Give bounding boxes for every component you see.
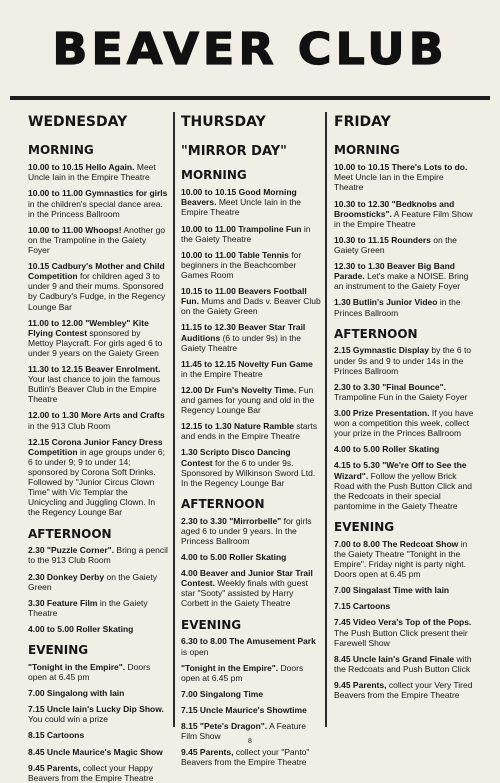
schedule-item bbox=[28, 763, 168, 783]
event-time: 2.30 bbox=[28, 571, 45, 582]
event-time: 10.30 to 12.30 bbox=[334, 198, 390, 209]
event-time: 9.45 bbox=[28, 762, 45, 773]
column-divider bbox=[173, 112, 175, 727]
schedule-item bbox=[181, 385, 321, 415]
event-description: Mums and Dads v. Beaver Club on the Gaiety Green bbox=[181, 296, 321, 317]
schedule-item bbox=[334, 539, 474, 579]
event-time: 2.15 bbox=[334, 345, 351, 356]
event-title: There's Lots to do. bbox=[391, 162, 468, 173]
schedule-item bbox=[181, 187, 321, 217]
schedule-item bbox=[334, 617, 474, 647]
schedule-item bbox=[28, 747, 168, 757]
schedule-item bbox=[28, 225, 168, 255]
event-title: Beavers Football Fun. bbox=[181, 286, 307, 307]
event-description: You could win a prize bbox=[28, 714, 109, 725]
schedule-item bbox=[181, 636, 321, 656]
event-title: Roller Skating bbox=[229, 552, 287, 563]
event-description: in the Empire Theatre bbox=[181, 368, 263, 379]
event-time: 4.00 to 5.00 bbox=[181, 552, 227, 563]
event-time: 10.00 to 10.15 bbox=[181, 187, 237, 198]
event-description: Fun and games for young and old in the Regency Lounge Bar bbox=[181, 384, 315, 416]
event-title: Whoops! bbox=[85, 224, 122, 235]
schedule-item bbox=[334, 654, 474, 674]
event-time: 7.00 bbox=[28, 688, 45, 699]
event-description: (6 to under 9s) in the Gaiety Theatre bbox=[181, 332, 302, 353]
event-title: The Amusement Park bbox=[229, 636, 316, 647]
section-heading: EVENING bbox=[28, 643, 89, 658]
event-time: 8.45 bbox=[28, 746, 45, 757]
event-time: 9.45 bbox=[334, 679, 351, 690]
event-title: Novelty Fun Game bbox=[238, 358, 313, 369]
schedule-item bbox=[334, 297, 474, 317]
schedule-item bbox=[181, 663, 321, 683]
event-time: 8.45 bbox=[334, 653, 351, 664]
event-description: Meet Uncle Ian in the Empire Theatre bbox=[334, 172, 444, 193]
event-time: 1.30 bbox=[181, 447, 198, 458]
event-title: "We're Off to See the Wizard". bbox=[334, 460, 467, 481]
event-title: Cartoons bbox=[46, 730, 85, 741]
event-title: Corona Junior Fancy Dress Competition bbox=[28, 436, 163, 457]
event-time: 10.00 to 10.15 bbox=[28, 162, 84, 173]
event-time: 2.30 bbox=[28, 545, 45, 556]
event-description: collect your "Panto" Beavers from the Empire Theatre bbox=[181, 747, 310, 768]
event-title: Beaver Star Trail Auditions bbox=[181, 322, 306, 343]
event-time: 4.00 to 5.00 bbox=[28, 624, 74, 635]
event-title: Singalong Time bbox=[199, 688, 264, 699]
event-time: 4.15 to 5.30 bbox=[334, 460, 380, 471]
schedule-item bbox=[28, 437, 168, 518]
event-description: on the Gaiety Green bbox=[334, 234, 457, 255]
event-title: Table Tennis bbox=[238, 249, 289, 260]
event-time: 10.15 to 11.00 bbox=[181, 286, 236, 297]
event-time: 7.15 bbox=[28, 704, 45, 715]
event-time: 10.00 to 11.00 bbox=[181, 223, 236, 234]
event-time: 7.15 bbox=[181, 704, 198, 715]
event-time: 10.00 to 11.00 bbox=[28, 188, 83, 199]
event-time: 7.45 bbox=[334, 617, 351, 628]
event-description: Doors open at 6.45 pm bbox=[181, 662, 304, 683]
event-title: Hello Again. bbox=[85, 162, 135, 173]
event-title: Nature Ramble bbox=[233, 421, 294, 432]
event-description: for children aged 3 to under 9 and their mums. Sponsored by Cadbury's Fudge, in the Regency Lounge Bar bbox=[28, 271, 166, 312]
schedule-item bbox=[181, 568, 321, 608]
event-title: Roller Skating bbox=[76, 624, 134, 635]
event-title: Roller Skating bbox=[382, 444, 440, 455]
event-description: in the 913 Club Room bbox=[28, 420, 111, 431]
schedule-item bbox=[334, 162, 474, 192]
event-time: 7.00 bbox=[181, 688, 198, 699]
event-description: in the Princes Ballroom bbox=[334, 297, 461, 318]
schedule-item bbox=[28, 261, 168, 312]
event-title: The Redcoat Show bbox=[382, 538, 459, 549]
schedule-item bbox=[334, 680, 474, 700]
event-description: for girls aged 6 to under 9 years. In the Princess Ballroom bbox=[181, 515, 312, 546]
event-time: 11.45 to 12.15 bbox=[181, 358, 236, 369]
schedule-item bbox=[28, 188, 168, 218]
schedule-item bbox=[28, 572, 168, 592]
event-title: Gymnastics for girls bbox=[85, 188, 168, 199]
column-thursday bbox=[181, 114, 321, 768]
section-heading: AFTERNOON bbox=[181, 496, 265, 511]
schedule-item bbox=[334, 444, 474, 454]
event-time: 12.15 bbox=[28, 436, 50, 447]
event-description: on the Gaiety Green bbox=[28, 571, 158, 592]
event-title: Cartoons bbox=[352, 601, 391, 612]
page-number: 8 bbox=[248, 738, 252, 745]
title-rule bbox=[10, 96, 490, 100]
schedule-item bbox=[28, 662, 168, 682]
event-description: in the Gaiety Theatre bbox=[28, 597, 148, 618]
schedule-item bbox=[28, 704, 168, 724]
event-title: "Wembley" Kite Flying Contest bbox=[28, 317, 149, 338]
event-time: 6.30 to 8.00 bbox=[181, 636, 227, 647]
event-title: More Arts and Crafts bbox=[80, 410, 165, 421]
event-title: Trampoline Fun bbox=[238, 223, 302, 234]
event-time: 2.30 to 3.30 bbox=[181, 515, 227, 526]
event-time: 3.00 bbox=[334, 407, 351, 418]
schedule-item bbox=[334, 460, 474, 511]
event-time: 10.15 bbox=[28, 261, 50, 272]
event-title: Good Morning Beavers. bbox=[181, 187, 297, 208]
event-title: "Mirrorbelle" bbox=[229, 515, 282, 526]
event-time: 7.00 bbox=[334, 585, 351, 596]
event-title: Parents, bbox=[199, 747, 234, 758]
event-description: Meet Uncle Iain in the Empire Theatre bbox=[28, 162, 156, 183]
event-title: Butlin's Junior Video bbox=[352, 297, 438, 308]
event-time: 1.30 bbox=[334, 297, 351, 308]
event-title: Dr Fun's Novelty Time. bbox=[204, 384, 297, 395]
event-description: Doors open at 6.45 pm bbox=[28, 661, 151, 683]
event-title: Uncle Maurice's Magic Show bbox=[46, 746, 163, 757]
event-description: collect your Happy Beavers from the Empire Theatre bbox=[28, 762, 154, 783]
event-time: 8.15 bbox=[28, 730, 45, 741]
section-heading: MORNING bbox=[28, 143, 94, 158]
event-title: "Pete's Dragon". bbox=[199, 721, 268, 732]
section-heading: MORNING bbox=[334, 143, 400, 158]
event-description: A Feature Film Show bbox=[181, 721, 306, 742]
event-time: 9.45 bbox=[181, 747, 198, 758]
event-description: for the 6 to under 9s. Sponsored by Wilkinson Sword Ltd. In the Regency Lounge Bar bbox=[181, 457, 316, 488]
event-title: "Final Bounce". bbox=[382, 381, 447, 392]
event-time: 12.00 bbox=[181, 384, 203, 395]
event-title: Donkey Derby bbox=[46, 571, 105, 582]
event-title: Feature Film bbox=[46, 597, 98, 608]
event-description: Bring a pencil to the 913 Club Room bbox=[28, 545, 168, 566]
event-description: in the children's special dance area. in the Princess Ballroom bbox=[28, 198, 163, 219]
event-time: 3.30 bbox=[28, 597, 45, 608]
event-title: Rounders bbox=[391, 234, 431, 245]
schedule-item bbox=[334, 199, 474, 229]
day-sections bbox=[334, 144, 474, 700]
event-time: 7.15 bbox=[334, 601, 351, 612]
event-time: 4.00 bbox=[181, 568, 198, 579]
event-description: If you have won a competition this week, collect your prize in the Princes Ballroom bbox=[334, 407, 474, 439]
event-title: Video Vera's Top of the Pops. bbox=[352, 617, 472, 628]
event-description: Your last chance to join the famous Butlin's Beaver Club in the Empire Theatre bbox=[28, 374, 160, 405]
event-time: 7.00 to 8.00 bbox=[334, 538, 380, 549]
event-description: is open bbox=[181, 646, 209, 657]
schedule-item bbox=[334, 382, 474, 402]
event-title: Uncle Iain's Grand Finale bbox=[352, 653, 455, 664]
schedule-item bbox=[181, 250, 321, 280]
event-title: "Tonight in the Empire". bbox=[181, 662, 279, 673]
event-time: 4.00 to 5.00 bbox=[334, 444, 380, 455]
event-time: 2.30 to 3.30 bbox=[334, 381, 380, 392]
day-sections bbox=[28, 144, 168, 783]
schedule-item bbox=[28, 545, 168, 565]
event-description: starts and ends in the Empire Theatre bbox=[181, 421, 318, 442]
schedule-item bbox=[334, 235, 474, 255]
event-description: A Feature Film Show in the Empire Theatre bbox=[334, 208, 473, 229]
event-description: Another go on the Trampoline in the Gaiety Foyer bbox=[28, 224, 166, 255]
event-title: Parents, bbox=[352, 679, 387, 690]
schedule-item bbox=[28, 624, 168, 634]
schedule-item bbox=[181, 286, 321, 316]
schedule-item bbox=[181, 421, 321, 441]
column-wednesday bbox=[28, 114, 168, 783]
event-title: Uncle Iain's Lucky Dip Show. bbox=[46, 704, 164, 715]
event-description: in the Gaiety Theatre "Tonight in the Empire". Friday night is party night. Doors open at 6.45 pm bbox=[334, 538, 468, 580]
day-heading: WEDNESDAY bbox=[28, 114, 128, 130]
schedule-item bbox=[334, 585, 474, 595]
schedule-item bbox=[28, 688, 168, 698]
event-title: Prize Presentation. bbox=[352, 407, 430, 418]
event-description: Let's make a NOISE. Bring an instrument to the Gaiety Foyer bbox=[334, 271, 469, 292]
day-sections bbox=[181, 169, 321, 767]
event-description: Meet Uncle Iain in the Empire Theatre bbox=[181, 197, 302, 218]
schedule-item bbox=[334, 601, 474, 611]
schedule-item bbox=[181, 552, 321, 562]
event-description: in age groups under 6; 6 to under 9; 9 to under 14; sponsored by Corona Soft Drinks. Followed by "Junior Circus Clown Time" with Vic Templar the Unicycling and Juggling Clown. In the Regency Lounge Bar bbox=[28, 446, 166, 518]
event-title: Singalast Time with Iain bbox=[352, 585, 450, 596]
day-heading: THURSDAY bbox=[181, 114, 266, 130]
event-time: 10.00 to 10.15 bbox=[334, 162, 390, 173]
event-time: 10.30 to 11.15 bbox=[334, 234, 389, 245]
column-divider bbox=[325, 112, 327, 727]
event-title: Parents, bbox=[46, 762, 81, 773]
schedule-item bbox=[28, 318, 168, 358]
schedule-item bbox=[28, 410, 168, 430]
event-title: Beaver Enrolment. bbox=[85, 364, 161, 375]
schedule-item bbox=[181, 224, 321, 244]
schedule-item bbox=[181, 322, 321, 352]
event-title: Singalong with Iain bbox=[46, 688, 125, 699]
event-title: "Tonight in the Empire". bbox=[28, 661, 126, 672]
schedule-item bbox=[181, 359, 321, 379]
schedule-item bbox=[181, 689, 321, 699]
schedule-item bbox=[28, 162, 168, 182]
schedule-item bbox=[28, 598, 168, 618]
schedule-item bbox=[334, 345, 474, 375]
schedule-item bbox=[334, 261, 474, 291]
event-title: Beaver and Junior Star Trail Contest. bbox=[181, 568, 313, 589]
schedule-item bbox=[334, 408, 474, 438]
event-time: 12.30 to 1.30 bbox=[334, 261, 385, 272]
event-description: The Push Button Click present their Farewell Show bbox=[334, 627, 468, 648]
event-description: for beginners in the Beachcomber Games Room bbox=[181, 249, 302, 280]
schedule-item bbox=[28, 364, 168, 404]
event-title: Beaver Big Band Parade. bbox=[334, 261, 455, 282]
event-title: Scripto Disco Dancing Contest bbox=[181, 447, 291, 468]
schedule-item bbox=[181, 747, 321, 767]
event-title: "Puzzle Corner". bbox=[46, 545, 115, 556]
event-time: 11.00 to 12.00 bbox=[28, 317, 83, 328]
event-time: 12.15 to 1.30 bbox=[181, 421, 232, 432]
section-heading: EVENING bbox=[334, 519, 395, 534]
event-description: Follow the yellow Brick Road with the Push Button Click and the Redcoats in their special pantomime in the Gaiety Theatre bbox=[334, 470, 472, 511]
day-heading: FRIDAY bbox=[334, 114, 391, 130]
event-time: 10.00 to 11.00 bbox=[28, 224, 83, 235]
column-friday bbox=[334, 115, 474, 727]
event-time: 11.30 to 12.15 bbox=[28, 364, 83, 375]
schedule-item bbox=[181, 516, 321, 546]
event-description: Trampoline Fun in the Gaiety Foyer bbox=[334, 391, 468, 402]
event-description: collect your Very Tired Beavers from the Empire Theatre bbox=[334, 679, 473, 701]
page-title: BEAVER CLUB bbox=[52, 23, 448, 75]
event-description: in the Gaiety Theatre bbox=[181, 223, 311, 244]
event-title: Gymnastic Display bbox=[352, 345, 429, 356]
schedule-item bbox=[181, 705, 321, 715]
schedule-item bbox=[181, 447, 321, 487]
event-title: Cadbury's Mother and Child Competition bbox=[28, 261, 165, 282]
event-time: 11.15 to 12.30 bbox=[181, 322, 236, 333]
event-time: 12.00 to 1.30 bbox=[28, 410, 79, 421]
event-title: Uncle Maurice's Showtime bbox=[199, 704, 307, 715]
section-heading: MORNING bbox=[181, 168, 247, 183]
section-heading: AFTERNOON bbox=[334, 326, 418, 341]
event-description: with the Redcoats and Push Button Click bbox=[334, 653, 472, 674]
section-heading: EVENING bbox=[181, 617, 242, 632]
event-description: Weekly finals with guest star "Sooty" assisted by Harry Corbett in the Gaiety Theatre bbox=[181, 578, 308, 609]
event-time: 8.15 bbox=[181, 721, 198, 732]
event-time: 10.00 to 11.00 bbox=[181, 249, 236, 260]
special-day-label: "MIRROR DAY" bbox=[181, 144, 287, 160]
event-description: sponsored by Mettoy Playcraft. For girls aged 6 to under 9 years on the Gaiety Green bbox=[28, 327, 163, 358]
event-description: by the 6 to under 9s and 9 to under 14s in the Princes Ballroom bbox=[334, 345, 472, 376]
section-heading: AFTERNOON bbox=[28, 526, 112, 541]
event-title: "Bedknobs and Broomsticks". bbox=[334, 198, 455, 219]
